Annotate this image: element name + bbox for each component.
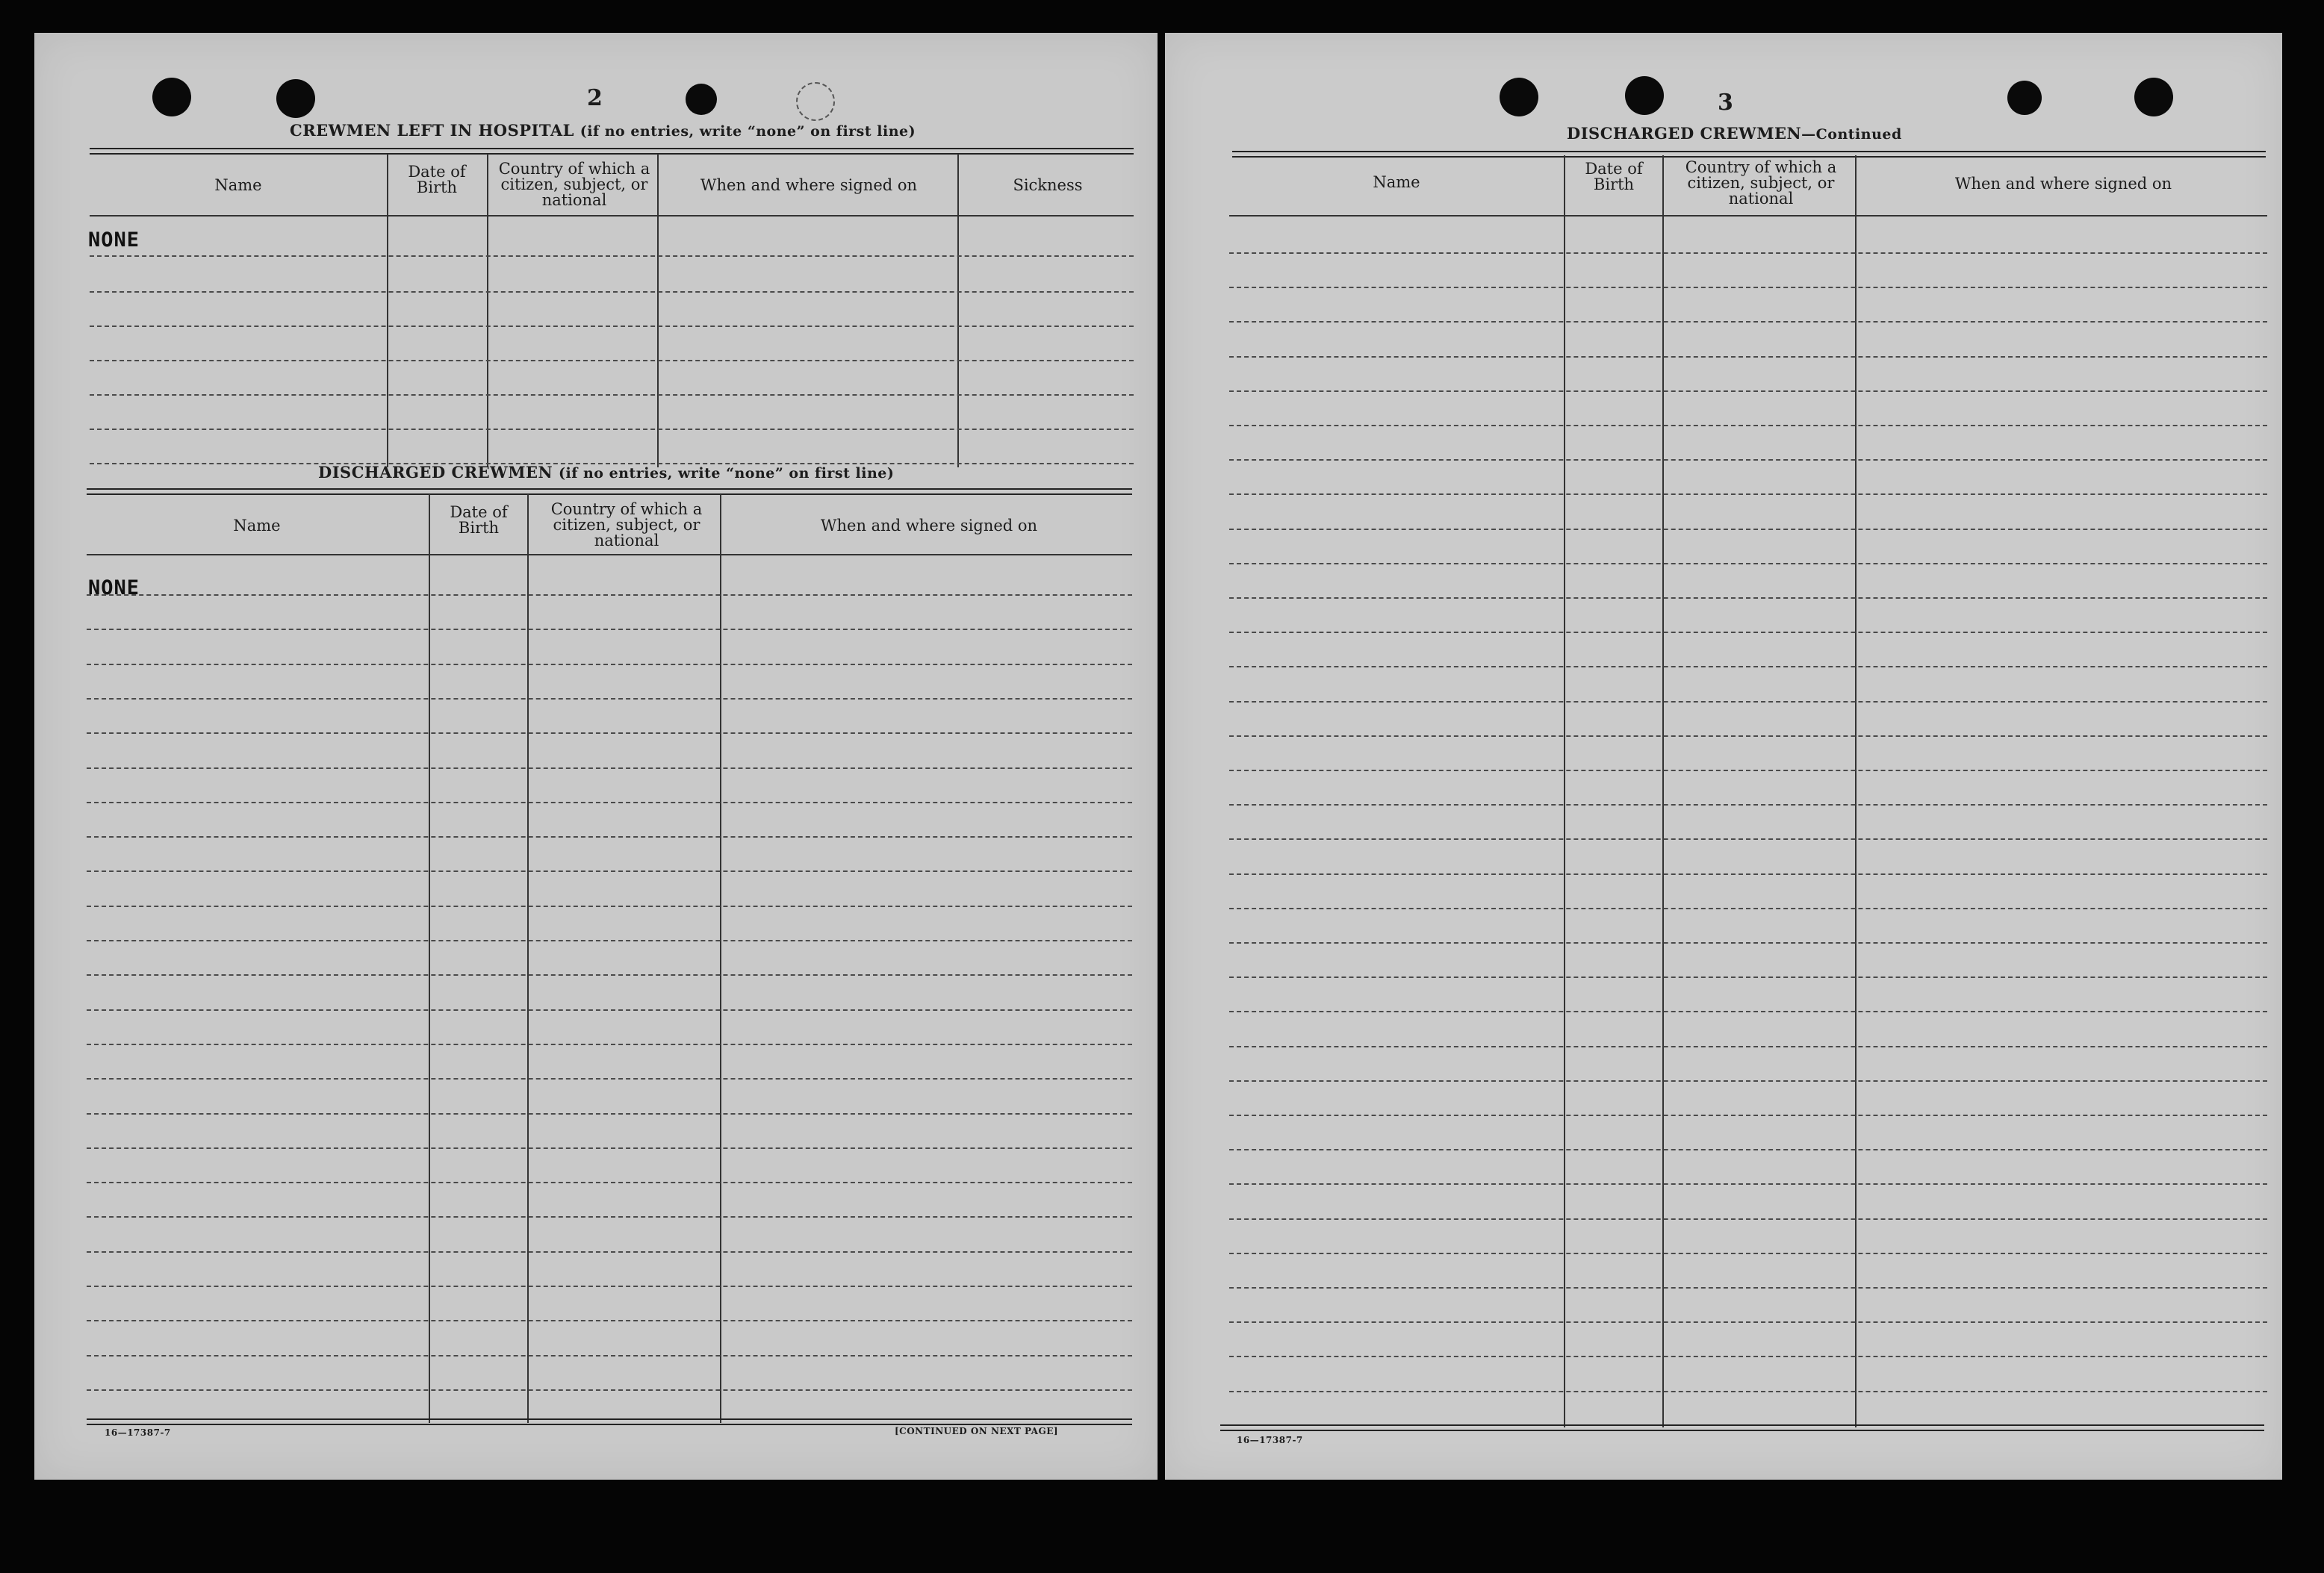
column-header-name: Name — [233, 517, 281, 535]
entry-line — [87, 1355, 1132, 1356]
entry-line — [87, 1147, 1132, 1149]
header-rule — [1232, 151, 2266, 158]
column-header-date-of-birth: Date of Birth — [450, 503, 508, 537]
page-number: 3 — [1718, 90, 1733, 116]
entry-line — [87, 594, 1132, 596]
punch-hole-icon — [1625, 76, 1664, 115]
entry-line — [87, 906, 1132, 907]
column-header-name: Name — [214, 176, 262, 194]
form-number: 16—17387-7 — [105, 1427, 171, 1438]
entry-line — [1229, 597, 2267, 599]
entry-line — [1229, 1046, 2267, 1047]
column-header-country: Country of which a citizen, subject, or national — [1685, 158, 1837, 208]
column-header-signed-on: When and where signed on — [820, 517, 1038, 535]
entry-line — [87, 664, 1132, 665]
entry-line — [87, 974, 1132, 976]
hospital-entry-none: NONE — [88, 228, 140, 252]
entry-line — [87, 1044, 1132, 1045]
entry-line — [87, 802, 1132, 803]
discharged-section-title — [318, 463, 894, 482]
entry-line — [1229, 321, 2267, 323]
column-header-name: Name — [1373, 173, 1420, 191]
entry-line — [87, 836, 1132, 838]
header-rule — [87, 488, 1132, 495]
column-divider — [657, 154, 659, 467]
column-header-signed-on: When and where signed on — [1954, 175, 2172, 193]
header-bottom-rule — [1229, 215, 2267, 217]
section-instructions: (if no entries, write “none” on first line) — [558, 465, 895, 482]
column-divider — [1662, 155, 1664, 1427]
punch-hole-icon — [686, 84, 717, 115]
punch-hole-icon — [1500, 78, 1538, 116]
entry-line — [87, 940, 1132, 941]
column-divider — [487, 154, 488, 467]
entry-line — [87, 1389, 1132, 1391]
section-instructions: (if no entries, write “none” on first line) — [580, 123, 916, 140]
section-title-text: DISCHARGED CREWMEN — [1567, 124, 1802, 143]
bottom-rule — [87, 1418, 1132, 1425]
entry-line — [1229, 459, 2267, 461]
column-divider — [429, 494, 430, 1423]
column-header-date-of-birth: Date of Birth — [408, 163, 466, 196]
discharged-continued-title — [1567, 124, 1902, 143]
entry-line — [1229, 563, 2267, 564]
entry-line — [1229, 1218, 2267, 1220]
header-bottom-rule — [87, 554, 1132, 555]
header-bottom-rule — [90, 215, 1134, 217]
entry-line — [87, 1182, 1132, 1183]
column-divider — [387, 154, 388, 467]
entry-line — [87, 1113, 1132, 1115]
column-divider — [720, 494, 721, 1423]
entry-line — [1229, 1321, 2267, 1323]
entry-line — [1229, 356, 2267, 358]
entry-line — [1229, 976, 2267, 978]
entry-line — [87, 1286, 1132, 1287]
entry-line — [87, 629, 1132, 630]
column-divider — [957, 154, 959, 467]
right-page — [1165, 33, 2282, 1480]
entry-line — [1229, 908, 2267, 909]
entry-line — [1229, 735, 2267, 737]
entry-line — [1229, 1253, 2267, 1254]
entry-line — [87, 1216, 1132, 1218]
entry-line — [1229, 1183, 2267, 1185]
entry-line — [1229, 838, 2267, 840]
entry-line — [87, 732, 1132, 734]
column-header-signed-on: When and where signed on — [700, 176, 918, 194]
entry-line — [1229, 287, 2267, 288]
left-page — [34, 33, 1158, 1480]
entry-line — [1229, 873, 2267, 875]
entry-line — [87, 698, 1132, 700]
entry-line — [1229, 942, 2267, 944]
entry-line — [90, 325, 1134, 327]
column-divider — [527, 494, 529, 1423]
form-number: 16—17387-7 — [1237, 1435, 1303, 1445]
entry-line — [1229, 390, 2267, 392]
entry-line — [90, 291, 1134, 293]
column-header-country: Country of which a citizen, subject, or national — [550, 500, 703, 549]
entry-line — [90, 429, 1134, 430]
entry-line — [1229, 770, 2267, 771]
section-title-suffix: —Continued — [1801, 126, 1902, 143]
bottom-rule — [1220, 1424, 2264, 1431]
entry-line — [90, 255, 1134, 257]
entry-line — [1229, 632, 2267, 633]
entry-line — [1229, 701, 2267, 703]
header-rule — [90, 148, 1134, 155]
entry-line — [1229, 804, 2267, 806]
page-number: 2 — [587, 85, 603, 111]
entry-line — [1229, 666, 2267, 667]
discharged-entry-none: NONE — [88, 576, 140, 599]
entry-line — [87, 767, 1132, 769]
entry-line — [1229, 1149, 2267, 1150]
entry-line — [1229, 1287, 2267, 1289]
entry-line — [1229, 1391, 2267, 1392]
punch-hole-icon — [2134, 78, 2173, 116]
entry-line — [87, 1251, 1132, 1253]
entry-line — [1229, 493, 2267, 495]
entry-line — [90, 360, 1134, 361]
punch-ring-icon — [796, 82, 835, 121]
section-title-text: DISCHARGED CREWMEN — [318, 463, 553, 482]
entry-line — [1229, 1080, 2267, 1082]
entry-line — [87, 1009, 1132, 1011]
entry-line — [1229, 425, 2267, 426]
punch-hole-icon — [276, 79, 315, 118]
punch-hole-icon — [152, 78, 191, 116]
punch-hole-icon — [2007, 81, 2042, 115]
entry-line — [1229, 252, 2267, 254]
section-title-text: CREWMEN LEFT IN HOSPITAL — [290, 121, 574, 140]
column-divider — [1564, 155, 1565, 1427]
column-divider — [1855, 155, 1857, 1427]
hospital-section-title — [290, 121, 916, 140]
column-header-country: Country of which a citizen, subject, or national — [498, 160, 650, 209]
entry-line — [87, 870, 1132, 872]
entry-line — [1229, 1011, 2267, 1012]
column-header-date-of-birth: Date of Birth — [1585, 160, 1643, 193]
entry-line — [87, 1078, 1132, 1080]
entry-line — [90, 394, 1134, 396]
entry-line — [87, 1320, 1132, 1321]
column-header-sickness: Sickness — [1013, 176, 1083, 194]
entry-line — [1229, 1356, 2267, 1357]
entry-line — [1229, 529, 2267, 530]
continued-note: [CONTINUED ON NEXT PAGE] — [895, 1426, 1059, 1436]
entry-line — [1229, 1115, 2267, 1116]
